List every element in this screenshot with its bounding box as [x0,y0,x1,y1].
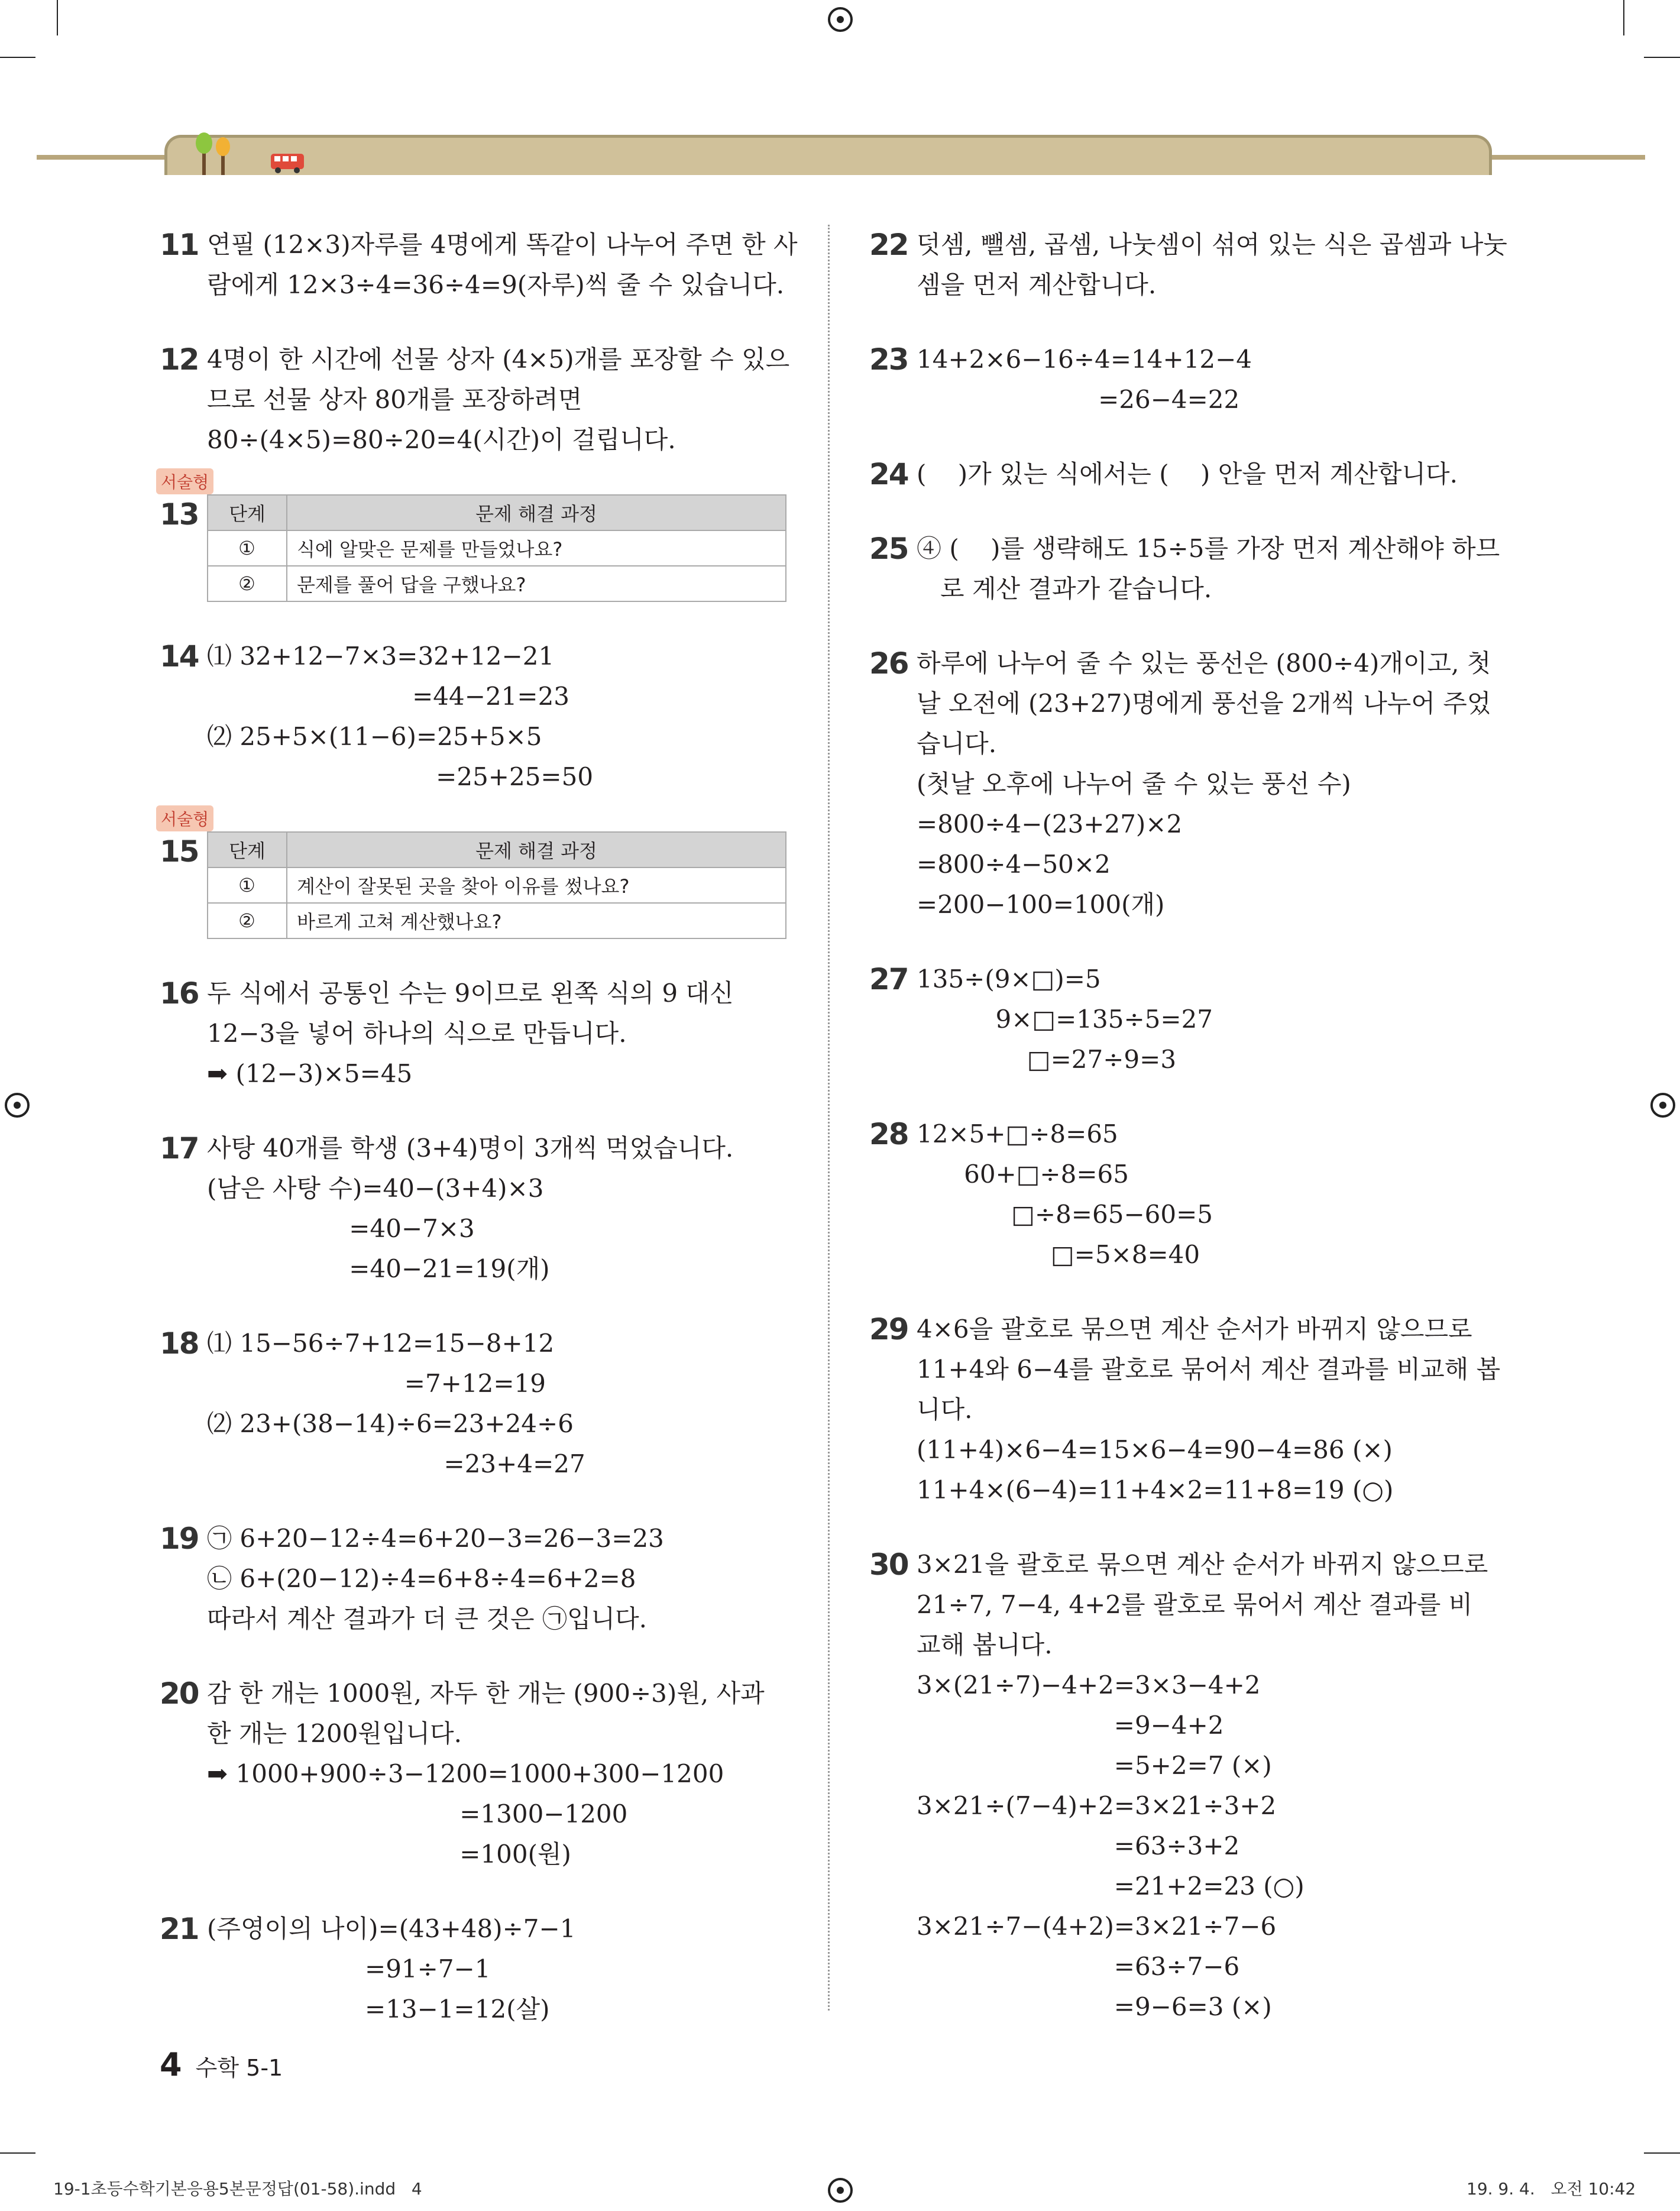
tree-icon [196,132,212,175]
problem-22 [869,225,1508,305]
table-cell: 문제를 풀어 답을 구했나요? [287,566,786,601]
problem-number: 19 [160,1522,199,1556]
answer-line: 감 한 개는 1000원, 자두 한 개는 (900÷3)원, 사과 [207,1679,765,1708]
descriptive-badge: 서술형 [156,468,213,494]
answer-line: =100(원) [207,1840,571,1869]
answer-line: □=27÷9=3 [917,1045,1177,1074]
answer-line: =800÷4−(23+27)×2 [917,810,1183,839]
rubric-table [207,831,786,939]
crop-mark [57,0,58,35]
answer-line: 날 오전에 (23+27)명에게 풍선을 2개씩 나누어 주었 [917,689,1491,718]
answer-line: 4×6을 괄호로 묶으면 계산 순서가 바뀌지 않으므로 [917,1315,1472,1344]
answer-line: 11+4와 6−4를 괄호로 묶어서 계산 결과를 비교해 봅 [917,1355,1501,1384]
answer-line: ④ ( )를 생략해도 15÷5를 가장 먼저 계산해야 하므 [917,534,1500,563]
answer-line: 135÷(9×□)=5 [917,964,1101,993]
answer-line: 11+4×(6−4)=11+4×2=11+8=19 (○) [917,1475,1394,1504]
answer-line: =5+2=7 (×) [917,1751,1272,1780]
answer-line: 80÷(4×5)=80÷20=4(시간)이 걸립니다. [207,425,676,454]
answer-line: 셈을 먼저 계산합니다. [917,270,1157,299]
registration-mark-icon [5,1093,30,1118]
table-row [208,566,786,601]
answer-line: ㉡ 6+(20−12)÷4=6+8÷4=6+2=8 [207,1564,636,1593]
problem-12 [160,339,792,460]
answer-line: 따라서 계산 결과가 더 큰 것은 ㉠입니다. [207,1604,648,1633]
answer-line: 3×21÷7−(4+2)=3×21÷7−6 [917,1912,1277,1941]
table-cell: 계산이 잘못된 곳을 찾아 이유를 썼나요? [287,867,786,903]
table-cell: ① [208,530,287,566]
problem-number: 29 [869,1312,908,1346]
print-date: 19. 9. 4. 오전 10:42 [1467,2179,1636,2199]
answer-line: =63÷7−6 [917,1952,1240,1981]
table-row [208,867,786,903]
problem-17 [160,1128,792,1289]
file-slug: 19-1초등수학기본응용5본문정답(01-58).indd 4 [53,2179,422,2199]
right-column [869,225,1508,2061]
crop-mark [0,57,35,58]
answer-line: 4명이 한 시간에 선물 상자 (4×5)개를 포장할 수 있으 [207,345,790,374]
answer-line: =800÷4−50×2 [917,850,1111,879]
answer-line: 3×21을 괄호로 묶으면 계산 순서가 바뀌지 않으므로 [917,1550,1488,1579]
page-number: 4 [160,2046,182,2083]
table-cell: 식에 알맞은 문제를 만들었나요? [287,530,786,566]
answer-line: =7+12=19 [207,1369,546,1398]
problem-number: 14 [160,639,199,674]
problem-number: 21 [160,1912,199,1946]
answer-line: =40−7×3 [207,1214,475,1243]
answer-line: 사탕 40개를 학생 (3+4)명이 3개씩 먹었습니다. [207,1134,734,1163]
problem-28 [869,1114,1508,1275]
table-cell: ① [208,867,287,903]
table-cell: ② [208,903,287,938]
column-header: 문제 해결 과정 [287,495,786,530]
problem-19 [160,1519,792,1639]
answer-line: =9−6=3 (×) [917,1992,1272,2021]
problem-number: 20 [160,1676,199,1711]
answer-line: (주영이의 나이)=(43+48)÷7−1 [207,1914,576,1943]
problem-13 [160,471,792,602]
crop-mark [1623,0,1624,35]
problem-23 [869,339,1508,420]
table-cell: 바르게 고쳐 계산했나요? [287,903,786,938]
answer-line: 로 계산 결과가 같습니다. [917,574,1212,603]
problem-number: 22 [869,228,908,262]
problem-18 [160,1323,792,1484]
answer-line: ➡ 1000+900÷3−1200=1000+300−1200 [207,1759,724,1788]
answer-line: ⑵ 23+(38−14)÷6=23+24÷6 [207,1409,574,1438]
answer-line: (11+4)×6−4=15×6−4=90−4=86 (×) [917,1435,1393,1464]
problem-29 [869,1309,1508,1510]
column-divider [828,225,830,2011]
header-icons [195,129,313,176]
answer-line: 람에게 12×3÷4=36÷4=9(자루)씩 줄 수 있습니다. [207,270,785,299]
answer-line: ( )가 있는 식에서는 ( ) 안을 먼저 계산합니다. [917,459,1458,488]
answer-line: 므로 선물 상자 80개를 포장하려면 [207,385,582,414]
problem-25 [869,529,1508,609]
problem-number: 24 [869,457,908,491]
table-header-row [208,495,786,530]
answer-line: 덧셈, 뺄셈, 곱셈, 나눗셈이 섞여 있는 식은 곱셈과 나눗 [917,230,1507,259]
registration-mark-icon [828,2178,853,2203]
answer-line: =13−1=12(살) [207,1995,550,2024]
problem-number: 13 [160,497,199,532]
answer-line: 14+2×6−16÷4=14+12−4 [917,345,1252,374]
answer-line: 12×5+□÷8=65 [917,1119,1118,1148]
answer-line: 12−3을 넣어 하나의 식으로 만듭니다. [207,1019,627,1048]
problem-16 [160,973,792,1094]
header-tab [164,135,1492,175]
problem-30 [869,1545,1508,2027]
answer-line: 니다. [917,1395,973,1424]
problem-number: 15 [160,834,199,869]
table-row [208,903,786,938]
column-header: 문제 해결 과정 [287,832,786,867]
answer-line: =23+4=27 [207,1449,585,1478]
problem-number: 18 [160,1326,199,1361]
problem-24 [869,454,1508,494]
problem-number: 26 [869,646,908,681]
answer-line: =200−100=100(개) [917,890,1165,919]
answer-line: 두 식에서 공통인 수는 9이므로 왼쪽 식의 9 대신 [207,979,734,1008]
table-row [208,530,786,566]
subject-label: 수학 5-1 [195,2055,283,2081]
answer-line: =91÷7−1 [207,1954,491,1983]
problem-14 [160,636,792,797]
answer-line: ⑵ 25+5×(11−6)=25+5×5 [207,722,542,751]
column-header: 단계 [208,832,287,867]
answer-line: =40−21=19(개) [207,1254,550,1283]
answer-line: 습니다. [917,729,997,758]
problem-26 [869,643,1508,925]
answer-line: ⑴ 32+12−7×3=32+12−21 [207,642,555,671]
answer-line: (남은 사탕 수)=40−(3+4)×3 [207,1174,544,1203]
problem-21 [160,1909,792,2029]
answer-line: 9×□=135÷5=27 [917,1005,1213,1034]
problem-27 [869,959,1508,1080]
answer-line: ㉠ 6+20−12÷4=6+20−3=26−3=23 [207,1524,664,1553]
registration-mark-icon [1650,1093,1675,1118]
problem-number: 17 [160,1131,199,1166]
registration-mark-icon [828,7,853,32]
answer-line: 하루에 나누어 줄 수 있는 풍선은 (800÷4)개이고, 첫 [917,649,1491,678]
answer-line: 연필 (12×3)자루를 4명에게 똑같이 나누어 주면 한 사 [207,230,798,259]
problem-number: 25 [869,532,908,566]
problem-15 [160,808,792,939]
answer-line: =1300−1200 [207,1799,628,1828]
answer-line: 한 개는 1200원입니다. [207,1719,462,1748]
answer-line: =25+25=50 [207,762,594,791]
answer-line: 21÷7, 7−4, 4+2를 괄호로 묶어서 계산 결과를 비 [917,1590,1473,1619]
problem-11 [160,225,798,305]
problem-number: 12 [160,342,199,377]
problem-number: 27 [869,962,908,996]
answer-line: 60+□÷8=65 [917,1160,1129,1189]
answer-line: 교해 봅니다. [917,1630,1053,1659]
answer-line: 3×(21÷7)−4+2=3×3−4+2 [917,1671,1261,1699]
rubric-table [207,494,786,602]
problem-number: 23 [869,342,908,377]
problem-number: 11 [160,228,199,262]
answer-line: =21+2=23 (○) [917,1872,1304,1901]
column-header: 단계 [208,495,287,530]
table-header-row [208,832,786,867]
answer-line: 3×21÷(7−4)+2=3×21÷3+2 [917,1791,1277,1820]
tree-icon [216,137,230,175]
table-cell: ② [208,566,287,601]
page-footer [160,2046,283,2083]
crop-mark [1644,2152,1680,2154]
answer-line: ➡ (12−3)×5=45 [207,1059,413,1088]
problem-number: 28 [869,1117,908,1151]
answer-line: =63÷3+2 [917,1831,1240,1860]
bus-icon [271,154,304,173]
answer-line: =44−21=23 [207,682,570,711]
descriptive-badge: 서술형 [156,805,213,831]
crop-mark [1644,57,1680,58]
problem-20 [160,1673,792,1875]
answer-line: □=5×8=40 [917,1240,1200,1269]
problem-number: 16 [160,976,199,1011]
answer-line: =9−4+2 [917,1711,1224,1740]
answer-line: =26−4=22 [917,385,1240,414]
left-column [160,225,798,2064]
answer-line: ⑴ 15−56÷7+12=15−8+12 [207,1329,555,1358]
crop-mark [0,2152,35,2154]
answer-line: □÷8=65−60=5 [917,1200,1213,1229]
problem-number: 30 [869,1548,908,1582]
answer-line: (첫날 오후에 나누어 줄 수 있는 풍선 수) [917,769,1351,798]
